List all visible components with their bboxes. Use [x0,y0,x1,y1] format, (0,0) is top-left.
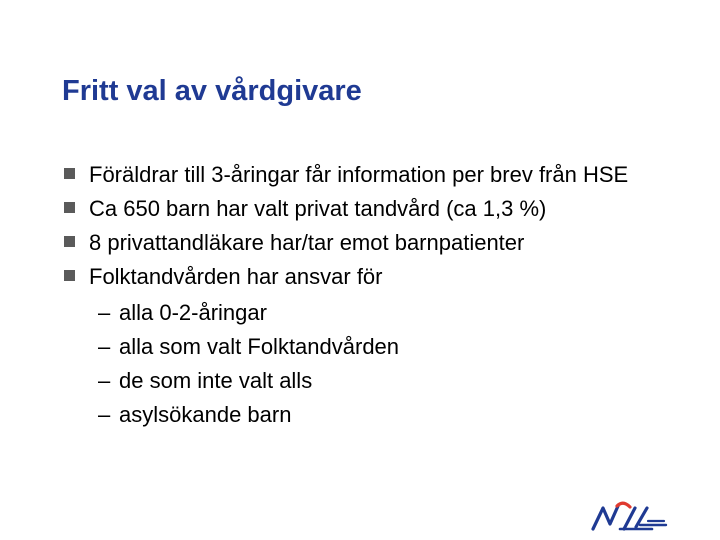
dash-marker: – [98,402,111,427]
square-bullet-icon [64,168,75,179]
sub-bullet-text: asylsökande barn [119,402,292,427]
nll-logo-icon [590,498,670,532]
dash-marker: – [98,300,111,325]
square-bullet-icon [64,202,75,213]
bullet-text: 8 privattandläkare har/tar emot barnpatienter [89,230,525,255]
bullet-text: Ca 650 barn har valt privat tandvård (ca 1,3 %) [89,196,547,221]
sub-bullet-item [62,296,662,330]
square-bullet-icon [64,236,75,247]
slide-title: Fritt val av vårdgivare [62,75,362,107]
bullet-item [62,160,662,194]
bullet-item [62,228,662,262]
sub-bullet-text: alla som valt Folktandvården [119,334,400,359]
bullet-item [62,262,662,296]
sub-bullet-item [62,364,662,398]
sub-bullet-item [62,398,662,432]
bullet-item [62,194,662,228]
sub-bullet-text: alla 0-2-åringar [119,300,267,325]
sub-bullet-item [62,330,662,364]
bullet-list [62,160,662,432]
square-bullet-icon [64,270,75,281]
dash-marker: – [98,368,111,393]
bullet-text: Föräldrar till 3-åringar får information per brev från HSE [89,162,629,187]
sub-bullet-text: de som inte valt alls [119,368,313,393]
bullet-text: Folktandvården har ansvar för [89,264,383,289]
dash-marker: – [98,334,111,359]
